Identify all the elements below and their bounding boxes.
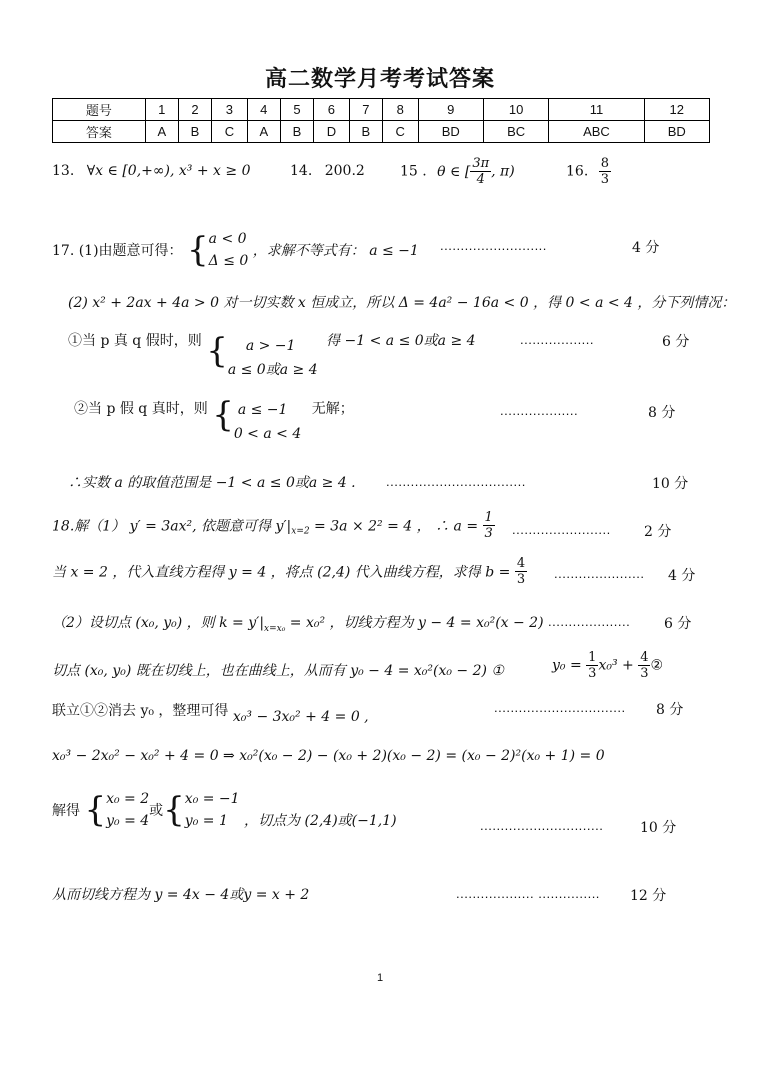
answer-16	[566, 156, 611, 187]
question-number-cell: 8	[382, 99, 418, 121]
fraction-numerator: 1	[484, 510, 493, 525]
question-number: 15 .	[400, 163, 427, 180]
q18-line-6: x₀³ − 2x₀² − x₀² + 4 = 0 ⇒ x₀²(x₀ − 2) − (x₀ + 2)(x₀ − 2) = (x₀ − 2)²(x₀ + 1) = 0	[52, 748, 605, 764]
score-leader: ..................	[520, 332, 595, 347]
system-line: a ≤ −1	[237, 402, 288, 418]
score-leader: ..........................	[440, 238, 547, 253]
system-brace: {	[206, 331, 228, 371]
answer-cell: ABC	[549, 121, 644, 143]
q17-line-1	[52, 228, 419, 272]
fraction-denominator: 3	[516, 572, 526, 587]
fraction-denominator: 4	[476, 172, 485, 187]
question-number-cell: 1	[145, 99, 178, 121]
question-number-cell: 11	[549, 99, 644, 121]
solution-text: = x₀² ，切线方程为 y − 4 = x₀²(x − 2)	[285, 615, 544, 631]
question-number-cell: 2	[178, 99, 211, 121]
subscript: x=2	[291, 526, 310, 537]
score-leader: ................... ...............	[456, 886, 600, 901]
system-line: a > −1	[245, 338, 296, 354]
solution-text: 解得	[52, 803, 80, 819]
answer-cell: D	[314, 121, 350, 143]
page-title: 高二数学月考考试答案	[264, 67, 495, 92]
answer-cell: BC	[483, 121, 548, 143]
fraction-denominator: 3	[600, 172, 609, 187]
answer-text: ∀x ∈ [0,+∞), x³ + x ≥ 0	[86, 163, 251, 179]
answer-cell: B	[280, 121, 313, 143]
answer-cell: C	[212, 121, 248, 143]
solution-text: （2）设切点 (x₀, y₀) ，则 k = y′|	[52, 615, 265, 631]
q17-line-5: ∴实数 a 的取值范围是 −1 < a ≤ 0或a ≥ 4 .	[68, 475, 356, 491]
answer-cell: A	[247, 121, 280, 143]
question-number-cell: 4	[247, 99, 280, 121]
score-label: 8 分	[656, 702, 684, 718]
fraction-numerator: 3π	[472, 156, 490, 171]
fraction-numerator: 1	[588, 650, 597, 665]
equation-text: x₀³ +	[598, 657, 634, 674]
system-brace: {	[84, 790, 107, 830]
answer-cell: A	[145, 121, 178, 143]
score-label: 4 分	[632, 240, 660, 256]
q18-line-8: 从而切线方程为 y = 4x − 4或y = x + 2	[52, 887, 310, 903]
answer-cell: B	[349, 121, 382, 143]
score-leader: ................................	[494, 700, 626, 715]
question-number: 14.	[290, 163, 313, 179]
system-brace: {	[163, 790, 185, 830]
question-number-cell: 5	[280, 99, 313, 121]
solution-text: 当 x = 2 ，代入直线方程得 y = 4 ，将点 (2,4) 代入曲线方程，求得 b =	[52, 564, 511, 581]
q18-line-3	[52, 612, 544, 634]
q18-line-7	[52, 788, 397, 832]
system-line: y₀ = 4	[106, 813, 150, 829]
equation-text: x₀³ − 3x₀² + 4 = 0 ,	[232, 709, 369, 725]
table-header-cell: 答案	[53, 121, 146, 143]
solution-text: ，求解不等式有： a ≤ −1	[252, 243, 419, 259]
table-row-answers	[53, 121, 710, 143]
fraction-numerator: 4	[640, 650, 649, 665]
question-number-cell: 12	[644, 99, 709, 121]
equation-text: ②	[650, 657, 664, 674]
solution-text: 18.解（1） y′ = 3ax², 依题意可得 y′|	[52, 518, 292, 535]
score-leader: ...................	[500, 403, 579, 418]
solution-text: 或	[149, 803, 164, 819]
q17-line-4	[74, 395, 354, 446]
answer-text: θ ∈ [	[437, 163, 471, 180]
question-number-cell: 7	[349, 99, 382, 121]
q18-line-5	[52, 700, 369, 725]
fraction-denominator: 3	[588, 666, 597, 681]
answer-text: 200.2	[324, 163, 365, 179]
system-brace: {	[187, 230, 209, 270]
score-label: 2 分	[644, 524, 672, 540]
q18-line-2	[52, 556, 527, 587]
score-label: 8 分	[648, 405, 676, 421]
solution-text: 联立①②消去 y₀ ，整理可得	[52, 703, 229, 719]
solution-text: ①当 p 真 q 假时，则	[68, 333, 202, 349]
solution-text: 得 −1 < a ≤ 0或a ≥ 4	[326, 333, 476, 349]
score-label: 12 分	[630, 888, 667, 904]
page-number: 1	[376, 972, 384, 984]
table-header-cell: 题号	[53, 99, 146, 121]
question-number-cell: 9	[418, 99, 483, 121]
system-brace: {	[212, 395, 234, 435]
solution-text: ②当 p 假 q 真时，则	[74, 401, 208, 417]
table-row-numbers	[53, 99, 710, 121]
question-number: 13.	[52, 163, 75, 179]
score-label: 10 分	[640, 820, 677, 836]
answer-cell: B	[178, 121, 211, 143]
system-line: x₀ = −1	[184, 791, 240, 807]
equation-text: y₀ =	[552, 657, 582, 674]
score-leader: ..................................	[386, 474, 526, 489]
answer-15	[400, 156, 515, 187]
system-line: y₀ = 1	[184, 813, 228, 829]
q18-equation-2	[552, 650, 663, 681]
system-line: 0 < a < 4	[233, 426, 302, 442]
answer-14	[290, 163, 365, 179]
system-line: Δ ≤ 0	[208, 253, 249, 269]
answer-table	[52, 98, 710, 143]
question-number-cell: 6	[314, 99, 350, 121]
fraction-numerator: 4	[516, 556, 526, 571]
q18-line-4: 切点 (x₀, y₀) 既在切线上，也在曲线上，从而有 y₀ − 4 = x₀²(x₀ − 2) ①	[52, 663, 504, 679]
question-number-cell: 10	[483, 99, 548, 121]
system-line: a < 0	[208, 231, 247, 247]
question-number: 16.	[566, 163, 589, 180]
fraction-denominator: 3	[484, 526, 493, 541]
score-leader: ......................	[554, 566, 645, 581]
q17-line-2: (2) x² + 2ax + 4a > 0 对一切实数 x 恒成立，所以 Δ = 4a² − 16a < 0 ，得 0 < a < 4 ，分下列情况：	[68, 295, 736, 311]
score-leader: ..............................	[480, 818, 604, 833]
answer-cell: C	[382, 121, 418, 143]
subscript: x=x₀	[264, 623, 286, 634]
solution-text: 无解；	[311, 401, 354, 417]
answer-cell: BD	[418, 121, 483, 143]
solution-text: 17. (1)由题意可得：	[52, 243, 183, 259]
q18-line-1	[52, 510, 495, 541]
answer-text: , π)	[491, 163, 515, 180]
q17-line-3	[68, 330, 476, 382]
score-label: 4 分	[668, 568, 696, 584]
score-leader: ........................	[512, 522, 611, 537]
score-label: 6 分	[662, 334, 690, 350]
question-number-cell: 3	[212, 99, 248, 121]
fraction-denominator: 3	[640, 666, 649, 681]
score-label: 10 分	[652, 476, 689, 492]
score-label: 6 分	[664, 616, 692, 632]
answer-13	[52, 163, 250, 179]
solution-text: ，切点为 (2,4)或(−1,1)	[244, 813, 397, 829]
answer-cell: BD	[644, 121, 709, 143]
system-line: a ≤ 0或a ≥ 4	[227, 362, 318, 378]
system-line: x₀ = 2	[106, 791, 150, 807]
solution-text: = 3a × 2² = 4 ， ∴ a =	[309, 518, 479, 535]
fraction-numerator: 8	[600, 156, 609, 171]
score-leader: ....................	[548, 614, 631, 629]
